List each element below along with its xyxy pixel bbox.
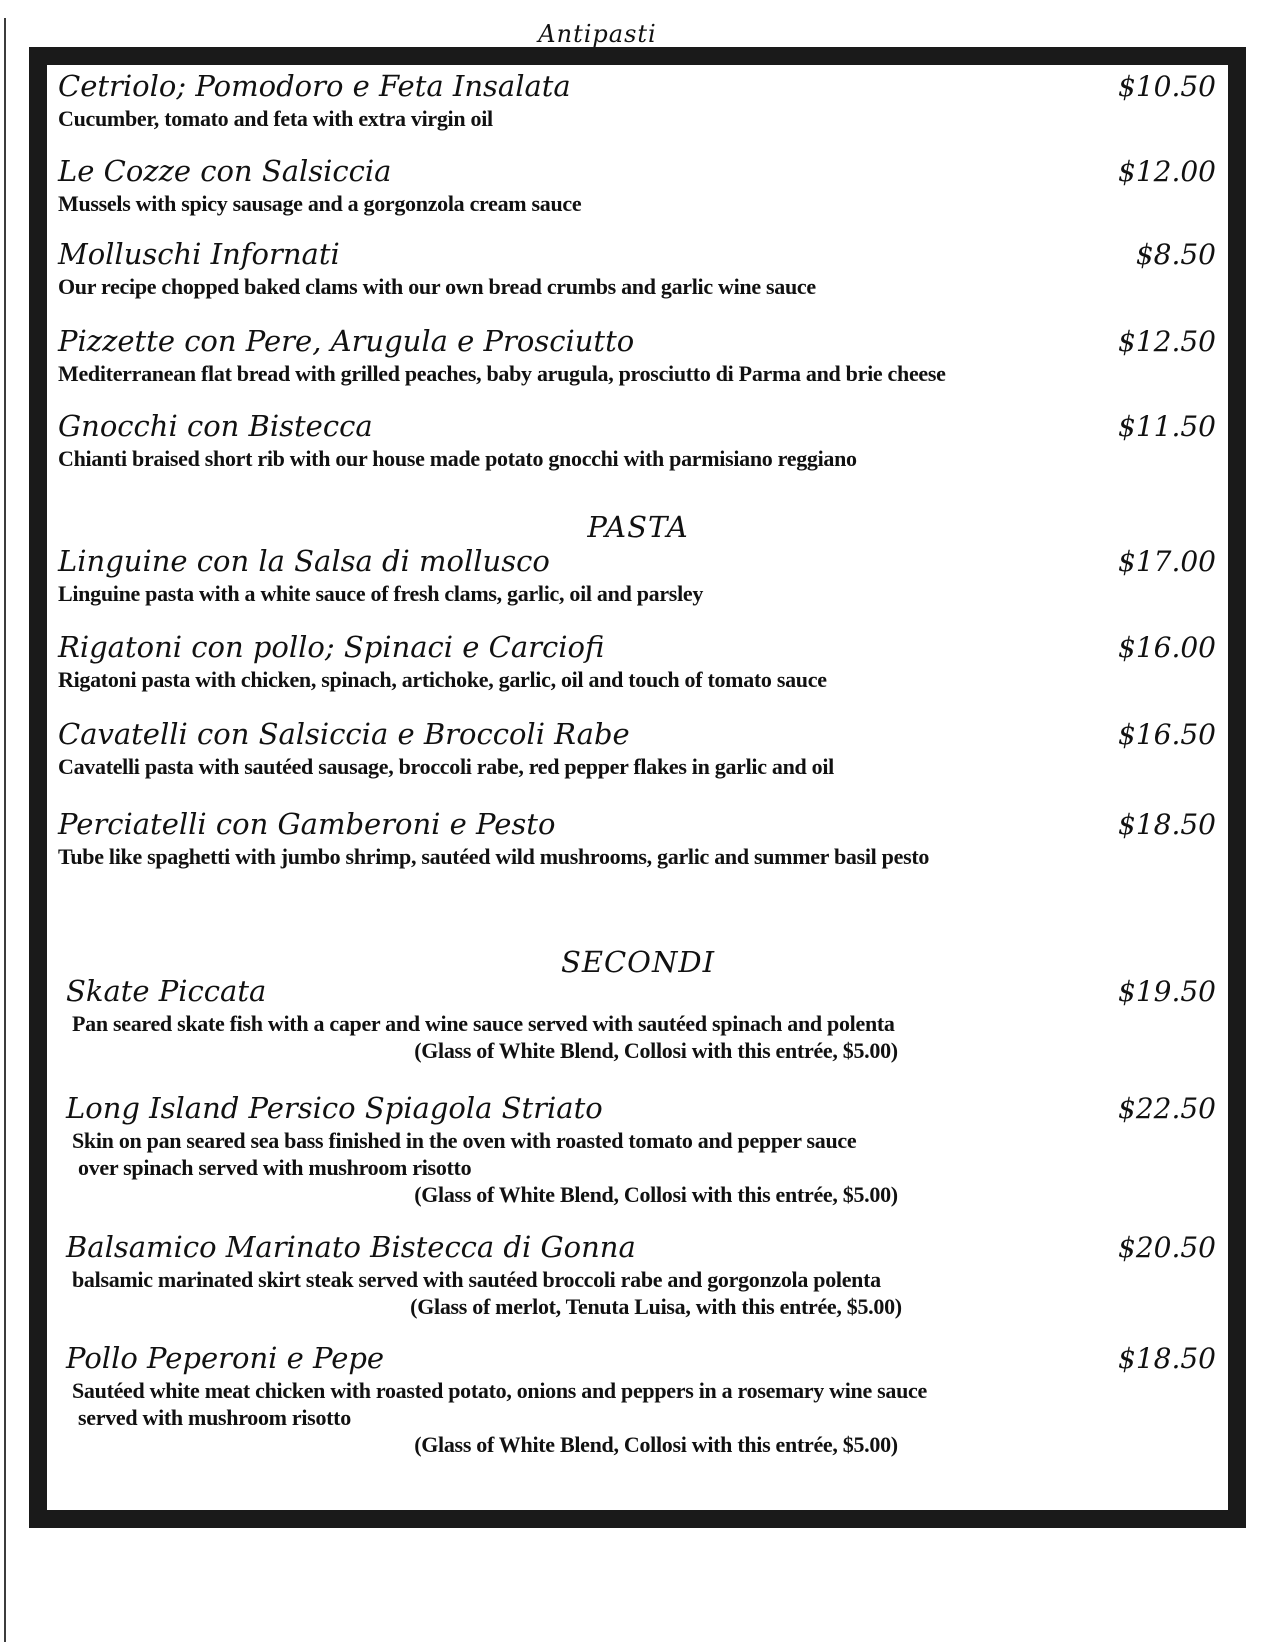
- menu-item: [48, 806, 1228, 870]
- menu-item-description: balsamic marinated skirt steak served with sautéed broccoli rabe and gorgonzola polenta: [72, 1267, 881, 1292]
- menu-item: [48, 153, 1228, 217]
- menu-item-name: Linguine con la Salsa di mollusco: [58, 544, 550, 578]
- menu-item-price: $8.50: [1135, 238, 1216, 271]
- menu-item-name: Rigatoni con pollo; Spinaci e Carciofi: [58, 630, 605, 664]
- menu-item-header: [48, 1090, 1228, 1127]
- menu-item-description: Skin on pan seared sea bass finished in the oven with roasted tomato and pepper sauce: [72, 1128, 857, 1153]
- menu-item-description: Our recipe chopped baked clams with our own bread crumbs and garlic wine sauce: [58, 274, 816, 299]
- menu-item: [48, 236, 1228, 300]
- section-header-antipasti: Antipasti: [538, 20, 657, 48]
- menu-item-description: Chianti braised short rib with our house made potato gnocchi with parmisiano reggiano: [58, 446, 857, 471]
- menu-item: [48, 1340, 1228, 1458]
- menu-item-name: Cetriolo; Pomodoro e Feta Insalata: [58, 69, 571, 103]
- menu-item-header: [48, 323, 1228, 360]
- menu-item: [48, 1229, 1228, 1320]
- menu-item-name: Perciatelli con Gamberoni e Pesto: [58, 807, 556, 841]
- menu-item: [48, 1090, 1228, 1208]
- menu-item-name: Pizzette con Pere, Arugula e Prosciutto: [58, 324, 635, 358]
- menu-item-name: Pollo Peperoni e Pepe: [66, 1341, 385, 1375]
- menu-item-header: [48, 973, 1228, 1010]
- menu-item-header: [48, 1229, 1228, 1266]
- menu-item-header: [48, 408, 1228, 445]
- section-header-pasta: PASTA: [587, 510, 689, 544]
- menu-item-name: Cavatelli con Salsiccia e Broccoli Rabe: [58, 717, 630, 751]
- menu-item-wine-note: (Glass of White Blend, Collosi with this entrée, $5.00): [414, 1038, 898, 1063]
- menu-item-wine-note: (Glass of White Blend, Collosi with this entrée, $5.00): [414, 1432, 898, 1457]
- menu-item-name: Gnocchi con Bistecca: [58, 409, 373, 443]
- menu-item-price: $12.50: [1118, 325, 1216, 358]
- menu-item-price: $10.50: [1118, 70, 1216, 103]
- menu-item-name: Le Cozze con Salsiccia: [58, 154, 392, 188]
- menu-item-price: $22.50: [1118, 1092, 1216, 1125]
- menu-item-description: Cucumber, tomato and feta with extra virgin oil: [58, 106, 493, 131]
- menu-item-price: $17.00: [1118, 545, 1216, 578]
- menu-item-description: Mediterranean flat bread with grilled peaches, baby arugula, prosciutto di Parma and brie cheese: [58, 361, 946, 386]
- menu-item-name: Molluschi Infornati: [58, 237, 340, 271]
- menu-item-wine-note: (Glass of merlot, Tenuta Luisa, with this entrée, $5.00): [410, 1294, 902, 1319]
- menu-item-name: Long Island Persico Spiagola Striato: [66, 1091, 603, 1125]
- menu-item-price: $19.50: [1118, 975, 1216, 1008]
- menu-item: [48, 543, 1228, 607]
- menu-item-header: [48, 543, 1228, 580]
- menu-item-price: $11.50: [1118, 410, 1216, 443]
- menu-item-header: [48, 716, 1228, 753]
- menu-item: [48, 68, 1228, 132]
- menu-item-price: $18.50: [1118, 1342, 1216, 1375]
- menu-item: [48, 629, 1228, 693]
- menu-item-description: Linguine pasta with a white sauce of fresh clams, garlic, oil and parsley: [58, 581, 704, 606]
- menu-item-price: $16.00: [1118, 631, 1216, 664]
- menu-item-name: Balsamico Marinato Bistecca di Gonna: [66, 1230, 636, 1264]
- menu-item: [48, 716, 1228, 780]
- menu-item-description: Rigatoni pasta with chicken, spinach, artichoke, garlic, oil and touch of tomato sauce: [58, 667, 827, 692]
- menu-item-wine-note: (Glass of White Blend, Collosi with this entrée, $5.00): [414, 1182, 898, 1207]
- menu-item-header: [48, 629, 1228, 666]
- menu-item-header: [48, 236, 1228, 273]
- menu-item-name: Skate Piccata: [66, 974, 267, 1008]
- menu-item-price: $20.50: [1118, 1231, 1216, 1264]
- menu-item-price: $16.50: [1118, 718, 1216, 751]
- menu-item-description: Mussels with spicy sausage and a gorgonzola cream sauce: [58, 191, 582, 216]
- menu-item-description: over spinach served with mushroom risotto: [78, 1155, 472, 1180]
- menu-item-price: $12.00: [1118, 155, 1216, 188]
- menu-item-description: Cavatelli pasta with sautéed sausage, broccoli rabe, red pepper flakes in garlic and oil: [58, 754, 834, 779]
- menu-item-price: $18.50: [1118, 808, 1216, 841]
- menu-item: [48, 408, 1228, 472]
- menu-item-description: Tube like spaghetti with jumbo shrimp, sautéed wild mushrooms, garlic and summer basil pesto: [58, 844, 930, 869]
- menu-item-description: Pan seared skate fish with a caper and wine sauce served with sautéed spinach and polenta: [72, 1011, 895, 1036]
- menu-item-header: [48, 806, 1228, 843]
- menu-item-header: [48, 68, 1228, 105]
- menu-item-header: [48, 1340, 1228, 1377]
- page-edge-line: [4, 18, 6, 1642]
- menu-item: [48, 323, 1228, 387]
- section-header-secondi: SECONDI: [560, 945, 716, 979]
- menu-item-description: served with mushroom risotto: [78, 1405, 351, 1430]
- menu-item-header: [48, 153, 1228, 190]
- menu-item: [48, 973, 1228, 1064]
- menu-item-description: Sautéed white meat chicken with roasted potato, onions and peppers in a rosemary wine sauce: [72, 1378, 927, 1403]
